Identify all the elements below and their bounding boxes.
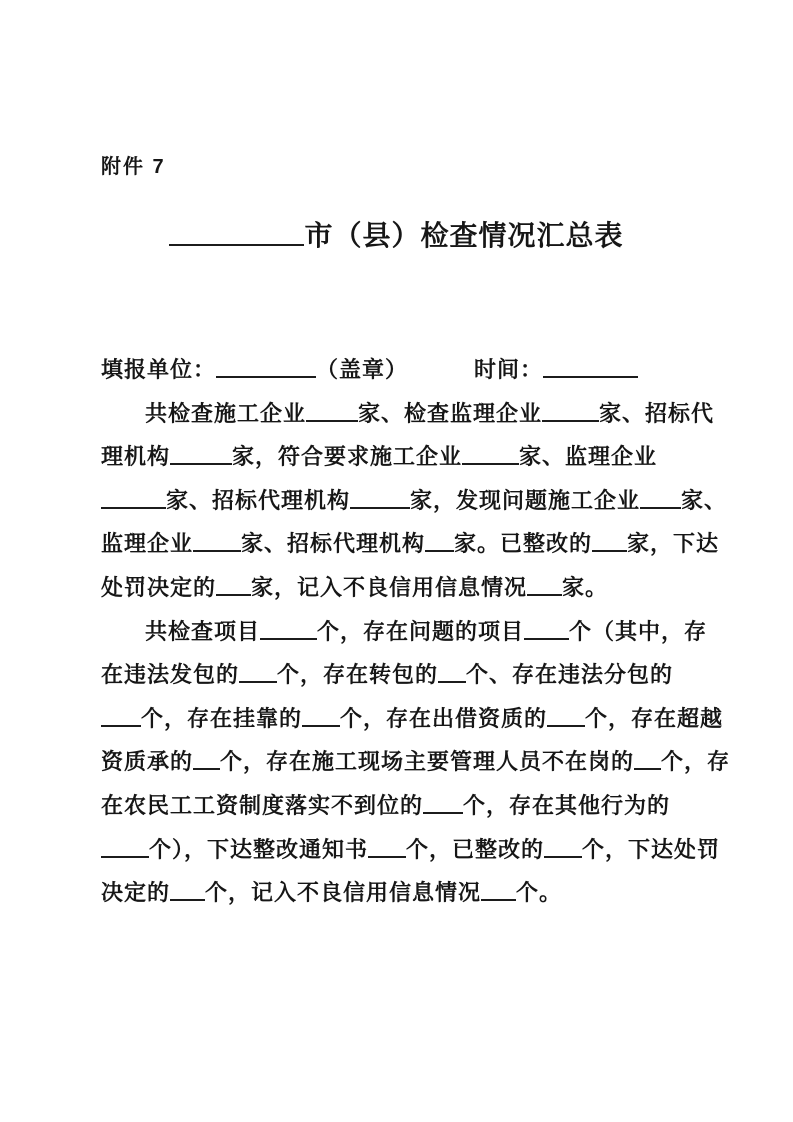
fill-in-blank [524, 638, 569, 640]
text-segment: 家。已整改的 [454, 531, 593, 557]
text-segment: 个。 [516, 880, 563, 906]
fill-in-blank [481, 899, 516, 901]
fill-in-blank [544, 856, 582, 858]
text-segment: 家、招标代理机构 [166, 487, 351, 513]
text-segment: 个，存在施工现场主要管理人员不在岗的 [220, 749, 635, 775]
text-segment: 在农民工工资制度落实不到位的 [101, 792, 424, 818]
attachment-label: 附件 7 [101, 156, 166, 178]
para2-line7 [101, 871, 741, 915]
para2-line1 [101, 610, 741, 654]
fill-in-blank [101, 725, 141, 727]
text-segment: 资质承的 [101, 749, 194, 775]
text-segment: 监理企业 [101, 531, 194, 557]
fill-in-blank [306, 420, 358, 422]
document-body [101, 348, 741, 915]
fill-in-blank [193, 550, 241, 552]
text-segment: 家、监理企业 [519, 444, 658, 470]
text-segment: 共检查项目 [145, 618, 261, 644]
fill-in-blank [101, 507, 166, 509]
fill-in-blank [438, 681, 466, 683]
text-segment: （盖章） [316, 357, 409, 382]
fill-in-blank [193, 768, 220, 770]
text-segment: 决定的 [101, 880, 171, 906]
text-segment: 个，存在出借资质的 [340, 705, 548, 731]
text-segment: 理机构 [101, 444, 171, 470]
text-segment: 家。 [562, 574, 609, 600]
text-segment: 家、招标代理机构 [241, 531, 426, 557]
text-segment: 家，发现问题施工企业 [410, 487, 641, 513]
fill-in-blank [368, 856, 406, 858]
title-line [0, 214, 793, 258]
text-segment: 家，记入不良信用信息情况 [251, 574, 528, 600]
fill-in-blank [350, 507, 410, 509]
text-segment: 共检查施工企业 [145, 400, 307, 426]
text-segment: 个，存 [661, 749, 731, 775]
fill-in-blank [216, 594, 251, 596]
text-segment: 个，存在问题的项目 [317, 618, 525, 644]
text-segment: 个，下达处罚 [582, 836, 721, 862]
para1-line5 [101, 566, 741, 610]
text-segment: 在违法发包的 [101, 662, 240, 688]
text-segment: 个，存在转包的 [277, 662, 439, 688]
para1-line2 [101, 435, 741, 479]
report-header-line [101, 348, 741, 392]
text-segment: 个，存在挂靠的 [141, 705, 303, 731]
text-segment: 家，下达 [627, 531, 720, 557]
doc-title: 市（县）检查情况汇总表 [304, 220, 624, 251]
title-underline-blank [169, 244, 304, 246]
text-segment: 个，存在其他行为的 [463, 792, 671, 818]
para2-line5 [101, 784, 741, 828]
para2-line6 [101, 828, 741, 872]
fill-in-blank [425, 550, 454, 552]
text-segment: 家、招标代 [599, 400, 715, 426]
fill-in-blank [634, 768, 661, 770]
text-segment: 个，已整改的 [406, 836, 545, 862]
para2-line2 [101, 653, 741, 697]
fill-in-blank [462, 463, 519, 465]
text-segment: 时间： [474, 357, 544, 382]
fill-in-blank [170, 463, 232, 465]
fill-in-blank [543, 376, 638, 378]
fill-in-blank [170, 899, 205, 901]
text-segment: 个，存在超越 [585, 705, 724, 731]
para1-line4 [101, 522, 741, 566]
text-segment: 家，符合要求施工企业 [232, 444, 463, 470]
fill-in-blank [260, 638, 317, 640]
text-segment: 个），下达整改通知书 [149, 836, 369, 862]
text-segment: 家、 [681, 487, 728, 513]
fill-in-blank [239, 681, 277, 683]
fill-in-blank [592, 550, 627, 552]
text-segment: 个、存在违法分包的 [466, 662, 674, 688]
para2-line3 [101, 697, 741, 741]
fill-in-blank [640, 507, 681, 509]
fill-in-blank [527, 594, 562, 596]
text-segment: 个（其中，存 [569, 618, 708, 644]
para2-line4 [101, 740, 741, 784]
text-segment: 个，记入不良信用信息情况 [205, 880, 482, 906]
fill-in-blank [101, 856, 149, 858]
spacer [408, 376, 474, 377]
text-segment: 家、检查监理企业 [358, 400, 543, 426]
para1-line3 [101, 479, 741, 523]
fill-in-blank [423, 812, 463, 814]
para1-line1 [101, 392, 741, 436]
text-segment: 填报单位： [101, 357, 217, 382]
fill-in-blank [302, 725, 340, 727]
fill-in-blank [216, 376, 316, 378]
fill-in-blank [547, 725, 585, 727]
fill-in-blank [542, 420, 599, 422]
text-segment: 处罚决定的 [101, 574, 217, 600]
